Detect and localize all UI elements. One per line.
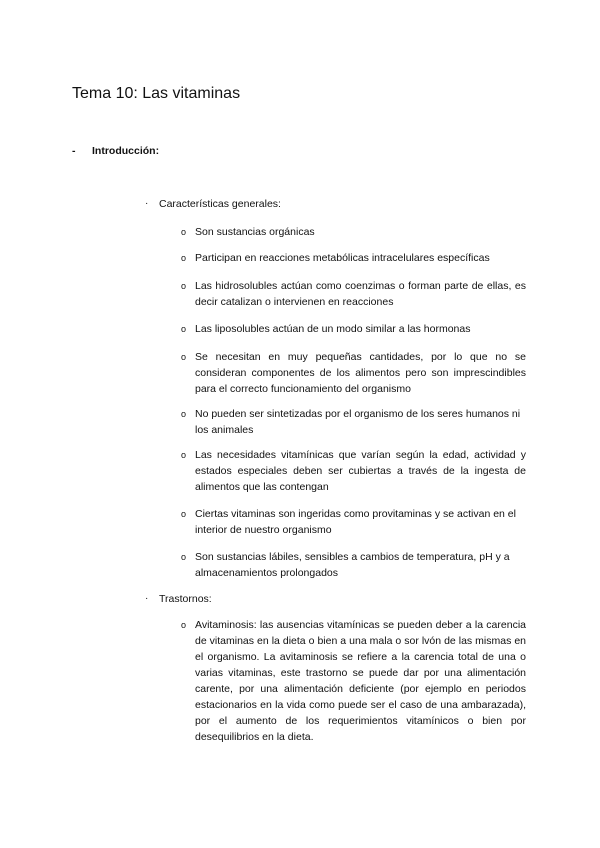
list-item-text: No pueden ser sintetizadas por el organismo de los seres humanos ni los animales <box>195 408 521 436</box>
list-item <box>181 406 526 438</box>
list-item <box>181 447 526 495</box>
list-item <box>181 321 526 337</box>
list-item-marker: o <box>181 509 187 519</box>
list-item <box>181 349 526 397</box>
list-item-marker: o <box>181 352 187 362</box>
list-item-text: Son sustancias lábiles, sensibles a cambios de temperatura, pH y a almacenamientos prolongados <box>195 551 510 579</box>
bullet-group-heading <box>145 198 281 210</box>
list-item <box>181 224 526 240</box>
bullet-marker: · <box>145 198 149 209</box>
list-item-text: Son sustancias orgánicas <box>195 226 315 238</box>
bullet-group-heading <box>145 593 212 605</box>
list-item-marker: o <box>181 620 187 630</box>
document-title: Tema 10: Las vitaminas <box>72 85 241 102</box>
bullet-label: Trastornos: <box>159 593 212 605</box>
list-item <box>181 506 526 538</box>
list-item <box>181 250 526 266</box>
section-label: Introducción: <box>92 145 160 157</box>
list-item-text: Las hidrosolubles actúan como coenzimas o forman parte de ellas, es decir catalizan o intervienen en reacciones <box>195 280 526 308</box>
bullet-marker: · <box>145 593 149 604</box>
list-item-text: Avitaminosis: las ausencias vitamínicas se pueden deber a la carencia de vitaminas en la dieta o bien a una mala o sor lvón de las mismas en el organismo. La avitaminosis se refiere a la carencia total de una o varias vitaminas, este trastorno se puede dar por una alimentación carente, por una alimentación deficiente (por ejemplo en periodos estacionarios en la vida como puede ser el caso de una ambarazada), por el aumento de los requerimientos vitamínicos o bien por desequilibrios en la dieta. <box>195 619 526 743</box>
list-item-text: Ciertas vitaminas son ingeridas como provitaminas y se activan en el interior de nuestro organismo <box>195 508 516 536</box>
list-item-marker: o <box>181 324 187 334</box>
list-item <box>181 278 526 310</box>
list-item-text: Las necesidades vitamínicas que varían según la edad, actividad y estados especiales deben ser cubiertas a través de la ingesta de alimentos que las contengan <box>195 449 526 493</box>
list-item <box>181 549 526 581</box>
list-item-marker: o <box>181 552 187 562</box>
list-item-marker: o <box>181 409 187 419</box>
section-marker: - <box>72 145 76 157</box>
list-item-marker: o <box>181 253 187 263</box>
list-item <box>181 617 526 745</box>
section-heading <box>72 145 159 157</box>
list-item-text: Las liposolubles actúan de un modo similar a las hormonas <box>195 323 471 335</box>
bullet-label: Características generales: <box>159 198 281 210</box>
list-item-text: Se necesitan en muy pequeñas cantidades, por lo que no se consideran componentes de los alimentos pero son imprescindibles para el correcto funcionamiento del organismo <box>195 351 526 395</box>
list-item-marker: o <box>181 227 187 237</box>
list-item-marker: o <box>181 450 187 460</box>
list-item-marker: o <box>181 281 187 291</box>
list-item-text: Participan en reacciones metabólicas intracelulares específicas <box>195 252 490 264</box>
